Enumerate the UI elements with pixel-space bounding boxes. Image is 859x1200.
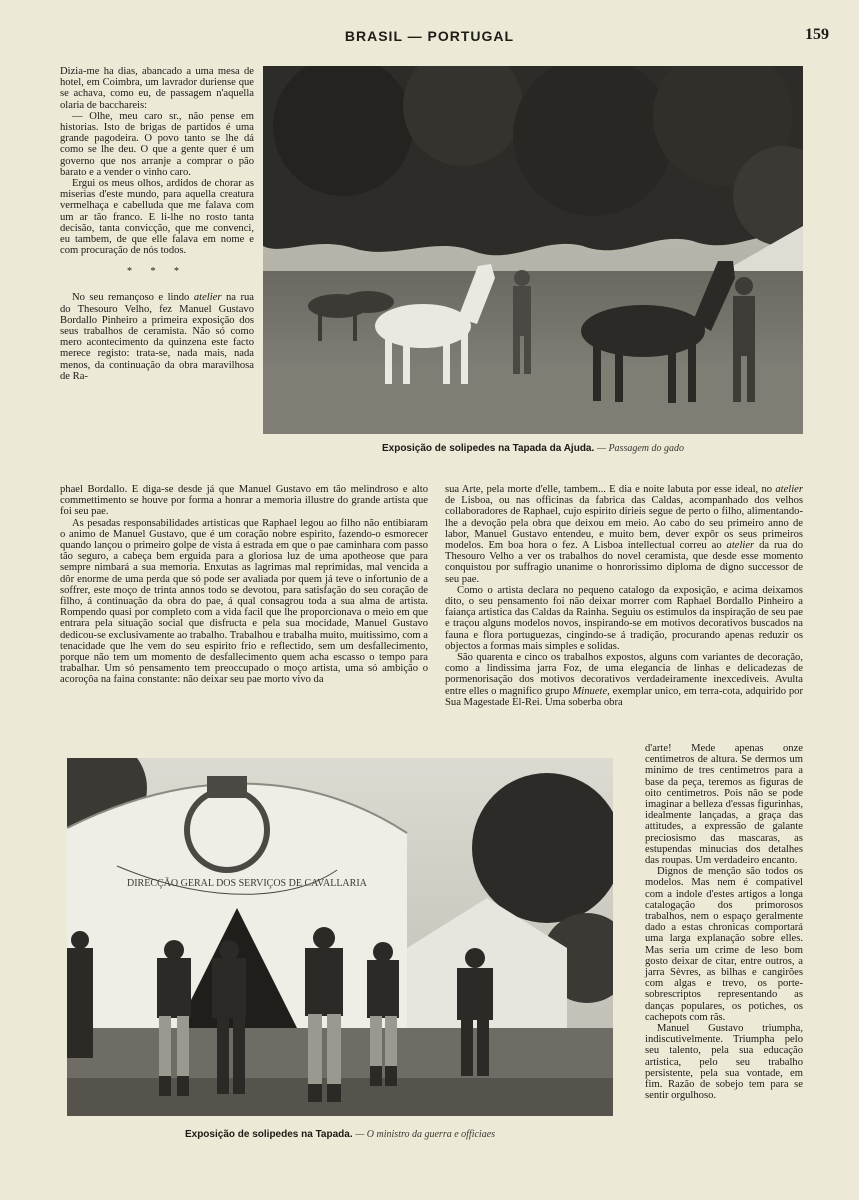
photo-caption-bottom: Exposição de solipedes na Tapada. — O ministro da guerra e officiaes (184, 1129, 496, 1140)
narrow-column-right (645, 743, 803, 1102)
paragraph: Dignos de menção são todos os modelos. Mas nem é compativel com a indole d'estes artigos a longa catalogação dos primorosos trabalhos, nem o espaço geralmente dado a estas chronicas comportará uma larga explanação sobre elles. Mas seria um crime de leso bom gosto deixar de citar, entre outros, a jarra Sèvres, as bilhas e cangirões com algas e trevo, os porte-sobrescriptos representando as danças populares, os potiches, os cachepots com rãs. (645, 866, 803, 1023)
paragraph: Ergui os meus olhos, ardidos de chorar as miserias d'este mundo, para aquella creatura vermelhaça e cabelluda que me falava com um ar tão franco. E li-lhe no rosto tanta decisão, tanta convicção, que me convenci, eu tambem, de que elle falava em nome e com procuração de nós todos. (60, 178, 254, 257)
paragraph: — Olhe, meu caro sr., não pense em historias. Isto de brigas de partidos é uma grande pagodeira. O povo tanto se lhe dá como se lhe deu. O que a gente quer é um governo que nos arranje a comprar o pão barato e a vender o vinho caro. (60, 110, 254, 178)
body-column-left (60, 484, 428, 686)
paragraph: Dizia-me ha dias, abancado a uma mesa de hotel, em Coimbra, um lavrador duriense que se achava, como eu, de passagem n'aquella olaria de bacchareis: (60, 66, 254, 111)
paragraph: sua Arte, pela morte d'elle, tambem... E dia e noite labuta por esse ideal, no atelier de Lisboa, ou nas officinas da fabrica das Caldas, acompanhado dos velhos collaboradores de Raphael, cujo espirito dirieis segue de perto o filho, alimentando-lhe a devoção pela obra que deixou em meio. Ao cabo do seu primeiro anno de labor, Manuel Gustavo entendeu, e muito bem, dever expôr os seus primeiros modelos. Em boa hora o fez. A Lisboa intellectual correu ao atelier da rua do Thesouro Velho a ver os trabalhos do novel ceramista, que desde esse momento conquistou por suffragio unanime o honrorissimo diploma de digno successor de seu pae. (445, 484, 804, 585)
paragraph: São quarenta e cinco os trabalhos expostos, alguns com variantes de decoração, como a lindissima jarra Foz, de uma elegancia de linhas e delicadezas de pormenorisação dos motivos decorativos verdadeiramente inexcediveis. Avulta entre elles o magnifico grupo Minuete, exemplar unico, em terra-cota, adquirido por Sua Magestade El-Rei. Uma soberba obra (445, 652, 803, 708)
paragraph: d'arte! Mede apenas onze centimetros de altura. Se dermos um minimo de tres centimetros para a base da peça, teremos as figuras de oito centimetros. Pois não se pode imaginar a belleza d'essas figurinhas, idealmente lançadas, a graça das attitudes, a expressão de galante preciosismo das mascaras, as estupendas minucias dos detalhes das roupas. Um verdadeiro encanto. (645, 743, 803, 867)
photo-caption-top: Exposição de solipedes na Tapada da Ajuda. — Passagem do gado (381, 443, 684, 454)
body-column-right (445, 484, 803, 708)
running-head: BRASIL — PORTUGAL (344, 28, 515, 44)
section-asterism: * * * (127, 266, 187, 278)
paragraph: As pesadas responsabilidades artisticas que Raphael legou ao filho não entibiaram o animo de Manuel Gustavo, que é um coração nobre espirito, fazendo-o esmorecer quando lançou o primeiro golpe de vista á estrada em que o pae caminhara com passo tão seguro, a cabeça bem erguida para a gloriosa luz de uma apotheose que para sempre nimbará a sua memoria. Enxutas as lagrimas mal reprimidas, mal vencida a dôr enorme de uma perda que só pode ser avaliada por quem já teve o infortunio de a soffrer, este moço de trinta annos todo se devotou, para satisfação do seu coração de filho, á continuação da obra do pae, á qual consagrou toda a sua alma de artista. Rompendo quasi por completo com a vida facil que lhe proporcionava o meio em que entrara pela situação social que disfructa e pela sua mocidade, Manuel Gustavo dedicou-se exclusivamente ao trabalho. Trabalhou e trabalha muito, muitissimo, com a tenacidade que lhe vem do seu espirito frio e reflectido, sem um desfallecimento, porque não tem um momento de desfallecimento quem acha escasso o tempo para trabalhar. Um só pensamento tem preoccupado o moço artista, uma só ambição o acoroçôa na faina constante: não deixar seu pae morto vivo da (60, 517, 428, 686)
photo-minister-officers (67, 758, 613, 1116)
paragraph: phael Bordallo. E diga-se desde já que Manuel Gustavo em tão melindroso e alto commettimento se houve por forma a honrar a memoria illustre do grande artista que foi seu pae. (60, 484, 428, 518)
paragraph: Manuel Gustavo triumpha, indiscutivelmente. Triumpha pelo seu talento, pela sua educação artistica, pelo seu trabalho persistente, pela sua vontade, em fim. Razão de sobejo tem para se sentir orgulhoso. (645, 1023, 803, 1102)
narrow-column (60, 66, 254, 382)
photo-horse-exhibition (263, 66, 803, 434)
paragraph: Como o artista declara no pequeno catalogo da exposição, e acima deixamos dito, o seu pensamento foi não deixar morrer com Raphael Bordallo Pinheiro a faiança artistica das Caldas da Rainha. Seguiu os estimulos da inspiração de seu pae e traçou alguns modelos novos, inspirando-se em motivos decorativos buscados na fauna e flora portuguezas, cingindo-se á tradição, procurando apenas reduzir os objectos a formas mais simples e solidas. (445, 584, 803, 652)
tent-sign: DIRECÇÃO GERAL DOS SERVIÇOS DE CAVALLARIA (127, 878, 367, 889)
paragraph: No seu remançoso e lindo atelier na rua do Thesouro Velho, fez Manuel Gustavo Bordallo Pinheiro a primeira exposição dos seus trabalhos de ceramista. Não só como mero acontecimento da quinzena este facto merece registo: trata-se, nada mais, nada menos, da continuação da obra maravilhosa de Ra- (60, 292, 254, 382)
page-number: 159 (805, 26, 829, 43)
